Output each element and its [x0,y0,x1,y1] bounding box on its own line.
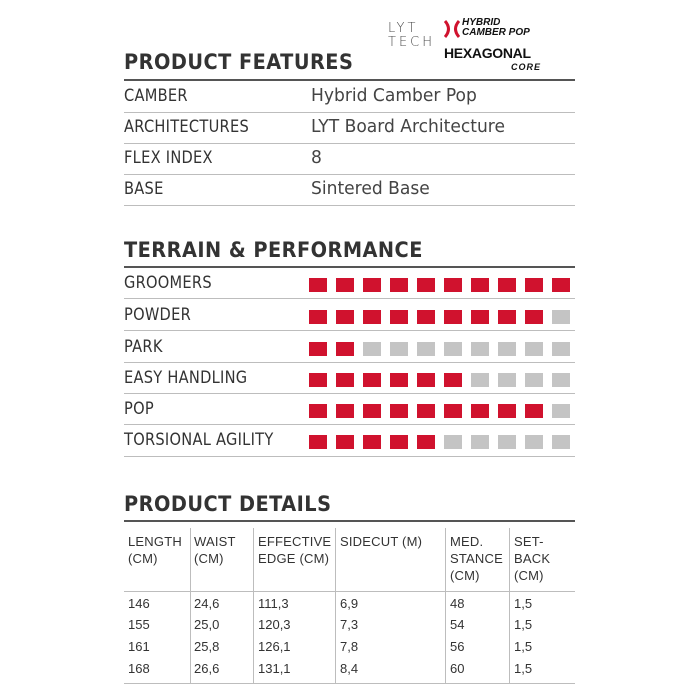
rating-segment-empty [552,310,570,324]
table-cell: 146 [128,596,150,611]
brand-logos [388,18,588,78]
rating-segment-filled [390,435,408,449]
lyt-tech-logo: LYT TECH [388,21,436,50]
rating-segment-filled [363,278,381,292]
rating-segment-filled [309,435,327,449]
rating-segment-empty [390,342,408,356]
hexagonal-logo: HEXAGONAL [444,45,531,61]
row-divider [124,112,575,113]
feature-value: Hybrid Camber Pop [311,85,477,106]
column-header-med-stance: MED. STANCE (CM) [450,534,503,583]
column-divider [445,528,446,684]
table-cell: 6,9 [340,596,359,611]
rating-bar-torsional-agility [309,435,579,449]
hybrid-camber-icon [444,19,460,39]
feature-label: BASE [124,179,164,199]
table-cell: 111,3 [258,596,289,611]
rating-segment-filled [309,404,327,418]
table-cell: 120,3 [258,617,291,632]
rating-bar-powder [309,310,579,324]
rating-segment-filled [363,373,381,387]
rating-bar-groomers [309,278,579,292]
rating-segment-filled [417,435,435,449]
rating-segment-filled [525,278,543,292]
table-cell: 25,0 [194,617,220,632]
rating-segment-empty [552,373,570,387]
rating-segment-empty [417,342,435,356]
column-header-sidecut: SIDECUT (M) [340,534,423,549]
table-cell: 48 [450,596,465,611]
rating-segment-filled [390,373,408,387]
column-header-setback: SET- BACK (CM) [514,534,551,583]
rating-segment-empty [552,404,570,418]
rating-segment-empty [471,342,489,356]
column-divider [190,528,191,684]
rating-segment-empty [471,373,489,387]
rating-segment-filled [390,404,408,418]
row-divider [124,205,575,206]
rating-segment-filled [552,278,570,292]
row-divider [124,174,575,175]
table-cell: 7,8 [340,639,359,654]
terrain-label: PARK [124,337,163,357]
core-logo-text: CORE [511,62,542,72]
table-cell: 1,5 [514,617,533,632]
rating-segment-empty [498,342,516,356]
row-divider [124,298,575,299]
rating-bar-pop [309,404,579,418]
rating-segment-filled [309,310,327,324]
table-cell: 60 [450,661,465,676]
feature-label: CAMBER [124,86,188,106]
rating-segment-filled [390,278,408,292]
column-header-effective-edge: EFFECTIVE EDGE (CM) [258,534,332,566]
rating-segment-filled [444,310,462,324]
rating-segment-filled [336,404,354,418]
details-title: PRODUCT DETAILS [124,492,332,516]
column-header-waist: WAIST (CM) [194,534,236,566]
rating-segment-filled [336,373,354,387]
hybrid-camber-pop-logo: HYBRID CAMBER POP [462,17,530,38]
feature-value: LYT Board Architecture [311,116,505,137]
table-cell: 168 [128,661,150,676]
terrain-label: TORSIONAL AGILITY [124,430,274,450]
rating-segment-filled [417,373,435,387]
rating-segment-empty [498,435,516,449]
features-divider [124,79,575,81]
feature-label: FLEX INDEX [124,148,213,168]
table-cell: 1,5 [514,596,533,611]
terrain-label: GROOMERS [124,273,212,293]
feature-label: ARCHITECTURES [124,117,249,137]
rating-segment-filled [444,404,462,418]
rating-segment-empty [525,435,543,449]
table-cell: 54 [450,617,465,632]
rating-segment-filled [363,310,381,324]
rating-segment-empty [471,435,489,449]
row-divider [124,456,575,457]
rating-segment-filled [336,278,354,292]
column-divider [253,528,254,684]
rating-segment-filled [471,404,489,418]
rating-segment-filled [363,404,381,418]
rating-segment-filled [336,310,354,324]
rating-segment-empty [552,435,570,449]
details-divider [124,520,575,522]
rating-segment-filled [417,310,435,324]
row-divider [124,393,575,394]
rating-bar-easy-handling [309,373,579,387]
rating-segment-filled [336,342,354,356]
table-cell: 25,8 [194,639,220,654]
row-divider [124,330,575,331]
rating-segment-empty [444,342,462,356]
row-divider [124,143,575,144]
column-divider [509,528,510,684]
rating-segment-empty [552,342,570,356]
table-bottom-divider [124,683,575,684]
table-cell: 161 [128,639,150,654]
table-cell: 131,1 [258,661,291,676]
rating-segment-empty [363,342,381,356]
table-cell: 7,3 [340,617,359,632]
table-cell: 24,6 [194,596,220,611]
rating-segment-filled [309,373,327,387]
terrain-title: TERRAIN & PERFORMANCE [124,238,423,262]
terrain-label: POP [124,399,154,419]
rating-segment-filled [309,278,327,292]
rating-segment-filled [309,342,327,356]
table-header-divider [124,591,575,592]
table-cell: 1,5 [514,639,533,654]
rating-segment-filled [498,404,516,418]
rating-segment-filled [390,310,408,324]
feature-value: 8 [311,147,322,168]
row-divider [124,424,575,425]
rating-segment-filled [498,278,516,292]
rating-segment-filled [471,278,489,292]
rating-segment-empty [498,373,516,387]
rating-segment-filled [417,404,435,418]
table-cell: 56 [450,639,465,654]
rating-segment-filled [363,435,381,449]
terrain-divider [124,266,575,268]
rating-segment-empty [525,342,543,356]
terrain-label: EASY HANDLING [124,368,248,388]
table-cell: 8,4 [340,661,359,676]
rating-bar-park [309,342,579,356]
column-header-length: LENGTH (CM) [128,534,182,566]
table-cell: 126,1 [258,639,291,654]
rating-segment-filled [498,310,516,324]
rating-segment-filled [444,373,462,387]
rating-segment-filled [471,310,489,324]
table-cell: 26,6 [194,661,220,676]
row-divider [124,362,575,363]
table-cell: 155 [128,617,150,632]
rating-segment-filled [336,435,354,449]
features-title: PRODUCT FEATURES [124,50,354,74]
table-cell: 1,5 [514,661,533,676]
rating-segment-empty [525,373,543,387]
rating-segment-filled [525,404,543,418]
rating-segment-filled [444,278,462,292]
rating-segment-filled [525,310,543,324]
column-divider [335,528,336,684]
feature-value: Sintered Base [311,178,430,199]
rating-segment-empty [444,435,462,449]
terrain-label: POWDER [124,305,191,325]
rating-segment-filled [417,278,435,292]
